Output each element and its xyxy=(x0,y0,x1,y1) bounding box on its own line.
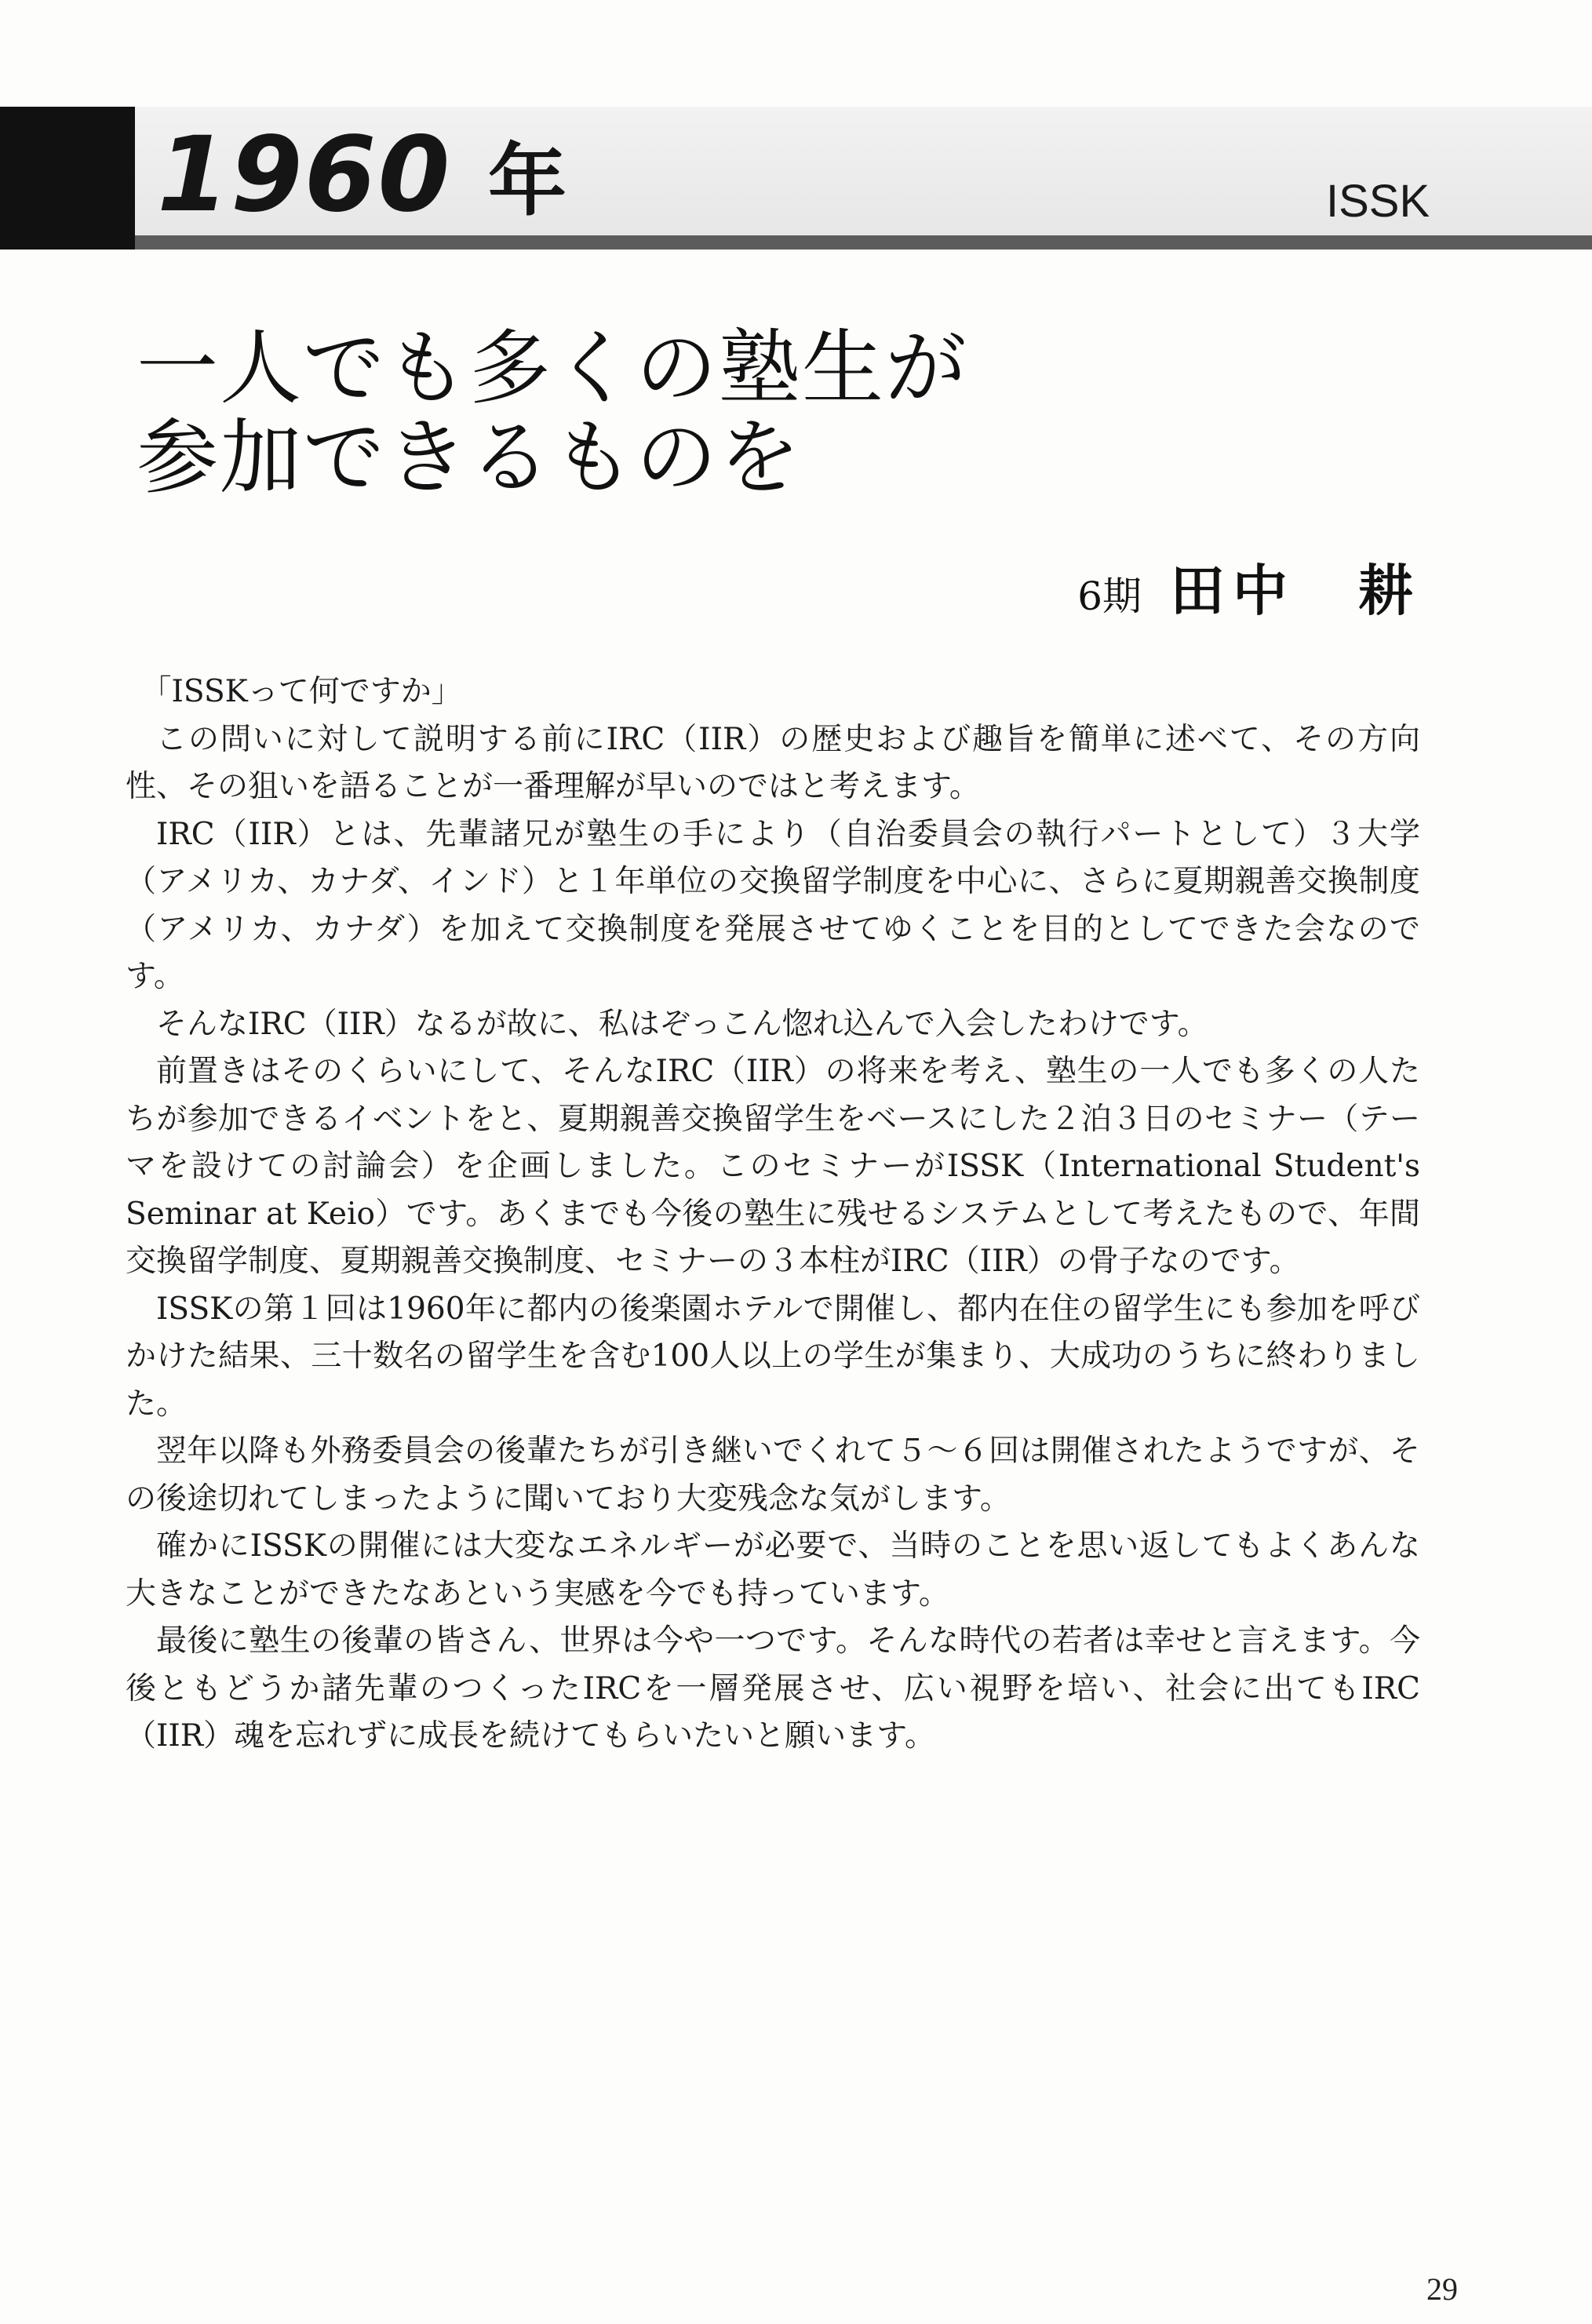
body-paragraph: この問いに対して説明する前にIRC（IIR）の歴史および趣旨を簡単に述べて、その方向性、その狙いを語ることが一番理解が早いのではと考えます。 xyxy=(126,721,1420,804)
body-paragraph: 前置きはそのくらいにして、そんなIRC（IIR）の将来を考え、塾生の一人でも多くの人たちが参加できるイベントをと、夏期親善交換留学生をベースにした２泊３日のセミナー（テーマを設けての討論会）を企画しました。このセミナーがISSK（International Student's Seminar at Keio）です。あくまでも今後の塾生に残せるシステムとして考えたもので、年間交換留学制度、夏期親善交換制度、セミナーの３本柱がIRC（IIR）の骨子なのです。 xyxy=(126,1054,1420,1279)
article-body xyxy=(126,668,1420,1761)
byline xyxy=(1077,558,1421,624)
header-rule xyxy=(135,235,1592,250)
author-term: 6期 xyxy=(1077,574,1142,619)
body-paragraph: 翌年以降も外務委員会の後輩たちが引き継いでくれて５～６回は開催されたようですが、その後途切れてしまったように聞いており大変残念な気がします。 xyxy=(126,1433,1420,1517)
author-name: 田中 耕 xyxy=(1170,558,1421,623)
chapter-header xyxy=(0,107,1592,264)
body-paragraph: IRC（IIR）とは、先輩諸兄が塾生の手により（自治委員会の執行パートとして）３大学（アメリカ、カナダ、インド）と１年単位の交換留学制度を中心に、さらに夏期親善交換制度（アメリカ、カナダ）を加えて交換制度を発展させてゆくことを目的としてできた会なのです。 xyxy=(126,816,1420,994)
body-paragraph: 最後に塾生の後輩の皆さん、世界は今や一つです。そんな時代の若者は幸せと言えます。今後ともどうか諸先輩のつくったIRCを一層発展させ、広い視野を培い、社会に出てもIRC（IIR）魂を忘れずに成長を続けてもらいたいと願います。 xyxy=(126,1623,1420,1754)
article-title xyxy=(137,320,1392,505)
body-paragraph: そんなIRC（IIR）なるが故に、私はぞっこん惚れ込んで入会したわけです。 xyxy=(156,1006,1208,1042)
header-year-unit: 年 xyxy=(488,135,566,227)
body-paragraph: ISSKの第１回は1960年に都内の後楽園ホテルで開催し、都内在住の留学生にも参加を呼びかけた結果、三十数名の留学生を含む100人以上の学生が集まり、大成功のうちに終わりました。 xyxy=(126,1291,1420,1422)
header-section-tag: ISSK xyxy=(1326,176,1430,227)
body-paragraph: 「ISSKって何ですか」 xyxy=(140,674,462,709)
header-black-block xyxy=(0,107,135,250)
article-title-line-1: 一人でも多くの塾生が xyxy=(137,320,969,416)
page-number: 29 xyxy=(1426,2271,1458,2307)
body-paragraph: 確かにISSKの開催には大変なエネルギーが必要で、当時のことを思い返してもよくあんな大きなことができたなあという実感を今でも持っています。 xyxy=(126,1528,1420,1612)
article-title-line-2: 参加できるものを xyxy=(137,410,803,505)
header-year: 1960 xyxy=(157,115,452,235)
